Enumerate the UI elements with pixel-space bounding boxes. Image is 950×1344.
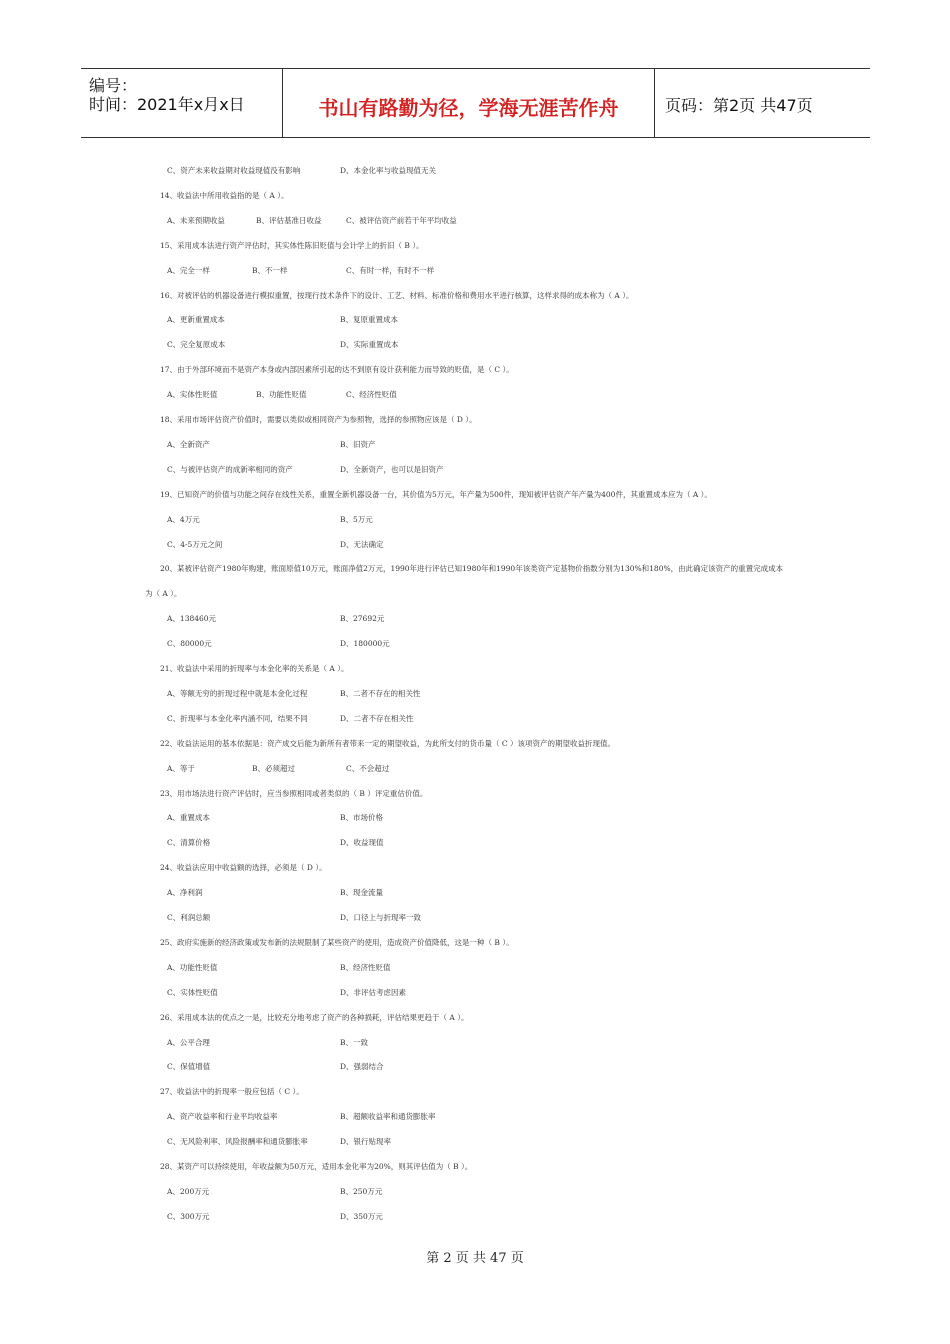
option-right: C、不会超过 bbox=[346, 764, 390, 773]
option-right: D、二者不存在相关性 bbox=[340, 714, 414, 723]
question-text: 24、收益法应用中收益额的选择，必须是（ D ）。 bbox=[160, 863, 327, 872]
option-right: D、无法确定 bbox=[340, 540, 384, 549]
option-right: D、全新资产，也可以是旧资产 bbox=[340, 465, 444, 474]
option-right: D、350万元 bbox=[340, 1212, 383, 1221]
option-left: C、折现率与本金化率内涵不同，结果不同 bbox=[167, 714, 308, 723]
option-left: C、清算价格 bbox=[167, 838, 211, 847]
option-left: A、全新资产 bbox=[167, 440, 210, 449]
option-left: C、4-5万元之间 bbox=[167, 540, 223, 549]
option-right: D、本金化率与收益现值无关 bbox=[340, 166, 437, 175]
option-left: A、完全一样 bbox=[167, 266, 210, 275]
question-text: 17、由于外部环境而不是资产本身或内部因素所引起的达不到原有设计获利能力而导致的贬值，是（ C ）。 bbox=[160, 365, 514, 374]
option-left: C、资产未来收益期对收益现值没有影响 bbox=[167, 166, 301, 175]
option-left: C、保值增值 bbox=[167, 1062, 211, 1071]
option-left: A、净利润 bbox=[167, 888, 203, 897]
header-info-cell bbox=[81, 69, 283, 137]
option-middle: B、不一样 bbox=[252, 266, 288, 275]
option-left: A、重置成本 bbox=[167, 813, 210, 822]
document-number-label: 编号： bbox=[89, 76, 138, 95]
option-left: A、等于 bbox=[167, 764, 195, 773]
option-left: C、与被评估资产的成新率相同的资产 bbox=[167, 465, 293, 474]
option-left: A、200万元 bbox=[167, 1187, 210, 1196]
option-right: B、市场价格 bbox=[340, 813, 384, 822]
page-footer: 第 2 页 共 47 页 bbox=[426, 1251, 524, 1266]
option-right: B、二者不存在的相关性 bbox=[340, 689, 421, 698]
option-right: C、被评估资产前若干年平均收益 bbox=[346, 216, 457, 225]
page-header bbox=[81, 68, 870, 138]
option-left: A、功能性贬值 bbox=[167, 963, 218, 972]
option-left: C、利润总额 bbox=[167, 913, 211, 922]
option-right: B、现金流量 bbox=[340, 888, 384, 897]
option-right: B、经济性贬值 bbox=[340, 963, 391, 972]
option-left: A、未来预期收益 bbox=[167, 216, 225, 225]
option-left: C、实体性贬值 bbox=[167, 988, 218, 997]
option-right: C、有时一样，有时不一样 bbox=[346, 266, 435, 275]
question-text: 16、对被评估的机器设备进行模拟重置，按现行技术条件下的设计、工艺、材料、标准价格和费用水平进行核算，这样求得的成本称为（ A ）。 bbox=[160, 291, 634, 300]
option-left: A、实体性贬值 bbox=[167, 390, 218, 399]
option-left: C、完全复原成本 bbox=[167, 340, 226, 349]
question-text: 25、政府实施新的经济政策或发布新的法规限制了某些资产的使用，造成资产价值降低，这是一种（ B ）。 bbox=[160, 938, 514, 947]
option-right: B、旧资产 bbox=[340, 440, 376, 449]
option-right: D、180000元 bbox=[340, 639, 390, 648]
question-text: 28、某资产可以持续使用，年收益额为50万元，适用本金化率为20%，则其评估值为（ B ）。 bbox=[160, 1162, 473, 1171]
option-right: C、经济性贬值 bbox=[346, 390, 397, 399]
page-code-label: 页码：第2页 共47页 bbox=[665, 96, 813, 115]
document-date-label: 时间：2021年x月x日 bbox=[89, 95, 245, 114]
question-text: 18、采用市场评估资产价值时，需要以类似或相同资产为参照物，选择的参照物应该是（ D ）。 bbox=[160, 415, 477, 424]
question-text: 14、收益法中所用收益指的是（ A ）。 bbox=[160, 191, 289, 200]
option-middle: B、评估基准日收益 bbox=[256, 216, 322, 225]
question-text: 27、收益法中的折现率一般应包括（ C ）。 bbox=[160, 1087, 304, 1096]
option-left: A、资产收益率和行业平均收益率 bbox=[167, 1112, 278, 1121]
option-left: A、138460元 bbox=[167, 614, 217, 623]
question-text: 20、某被评估资产1980年购建，账面原值10万元，账面净值2万元，1990年进行评估已知1980年和1990年该类资产定基物价指数分别为130%和180%，由此确定该资产的重置完成成本 bbox=[160, 564, 784, 573]
option-right: D、非评估考虑因素 bbox=[340, 988, 407, 997]
option-left: C、80000元 bbox=[167, 639, 212, 648]
option-left: A、更新重置成本 bbox=[167, 315, 225, 324]
option-middle: B、必须超过 bbox=[252, 764, 296, 773]
option-right: B、250万元 bbox=[340, 1187, 383, 1196]
question-text: 26、采用成本法的优点之一是，比较充分地考虑了资产的各种损耗，评估结果更趋于（ A ）。 bbox=[160, 1013, 469, 1022]
option-left: A、公平合理 bbox=[167, 1038, 210, 1047]
option-left: A、4万元 bbox=[167, 515, 200, 524]
option-left: C、无风险利率、风险报酬率和通货膨胀率 bbox=[167, 1137, 308, 1146]
option-right: D、实际重置成本 bbox=[340, 340, 399, 349]
question-text: 22、收益法运用的基本依据是：资产成交后能为新所有者带来一定的期望收益，为此所支付的货币量（ C ）该项资产的期望收益折现值。 bbox=[160, 739, 616, 748]
option-right: D、口径上与折现率一致 bbox=[340, 913, 422, 922]
option-right: B、27692元 bbox=[340, 614, 385, 623]
question-text: 15、采用成本法进行资产评估时，其实体性陈旧贬值与会计学上的折旧（ B ）。 bbox=[160, 241, 424, 250]
question-text: 为（ A ）。 bbox=[145, 589, 182, 598]
option-right: B、一致 bbox=[340, 1038, 369, 1047]
option-left: C、300万元 bbox=[167, 1212, 210, 1221]
motto-text: 书山有路勤为径，学海无涯苦作舟 bbox=[318, 96, 619, 120]
option-right: B、5万元 bbox=[340, 515, 373, 524]
question-text: 23、用市场法进行资产评估时，应当参照相同或者类似的（ B ）评定重估价值。 bbox=[160, 789, 428, 798]
header-page-cell bbox=[655, 69, 870, 137]
question-text: 21、收益法中采用的折现率与本金化率的关系是（ A ）。 bbox=[160, 664, 349, 673]
option-right: D、强弱结合 bbox=[340, 1062, 384, 1071]
header-motto-cell bbox=[283, 69, 655, 137]
option-middle: B、功能性贬值 bbox=[256, 390, 307, 399]
option-left: A、等额无穷的折现过程中就是本金化过程 bbox=[167, 689, 308, 698]
question-text: 19、已知资产的价值与功能之间存在线性关系，重置全新机器设备一台，其价值为5万元，年产量为500件，现知被评估资产年产量为400件，其重置成本应为（ A ）。 bbox=[160, 490, 712, 499]
option-right: B、超额收益率和通货膨胀率 bbox=[340, 1112, 436, 1121]
option-right: D、银行贴现率 bbox=[340, 1137, 392, 1146]
option-right: B、复原重置成本 bbox=[340, 315, 399, 324]
option-right: D、收益现值 bbox=[340, 838, 384, 847]
